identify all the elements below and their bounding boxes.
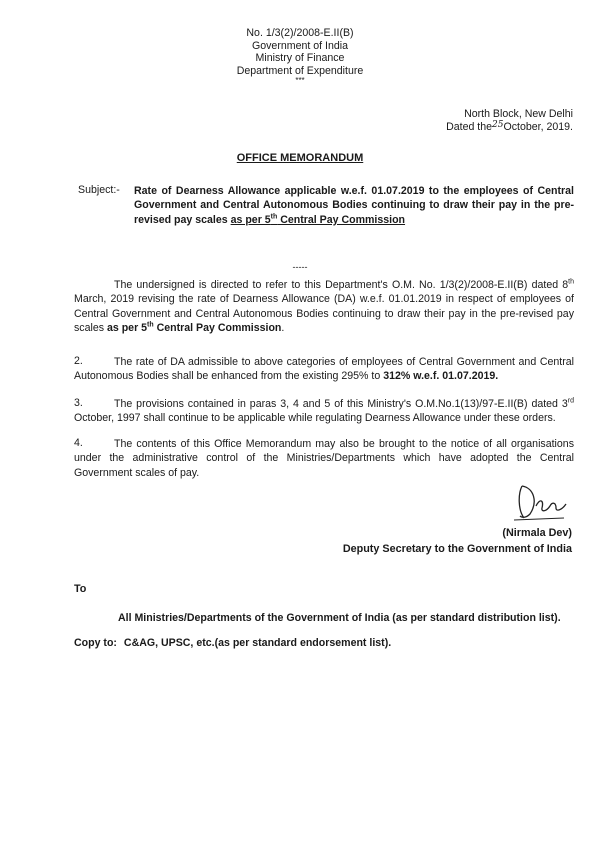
file-number: No. 1/3(2)/2008-E.II(B) [246, 27, 354, 39]
copy-to-label: Copy to: [74, 637, 117, 649]
letterhead [0, 27, 600, 85]
paragraph-4-number: 4. [74, 437, 83, 449]
subject-text: Rate of Dearness Allowance applicable w.e.f. 01.07.2019 to the employees of Central Government and Central Autonomous Bodies continuing to draw their pay in the pre-revised pay scales as per 5th Central Pay Commission [134, 185, 574, 226]
place-date [446, 108, 573, 135]
paragraph-2: The rate of DA admissible to above categories of employees of Central Government and Central Autonomous Bodies shall be enhanced from the existing 295% to 312% w.e.f. 01.07.2019. [74, 356, 574, 383]
department-line: Department of Expenditure [236, 64, 364, 77]
paragraph-1: The undersigned is directed to refer to this Department's O.M. No. 1/3(2)/2008-E.II(B) dated 8th March, 2019 revising the rate of Dearness Allowance (DA) w.e.f. 01.01.2019 in respect of employees of Central Government and Central Autonomous Bodies continuing to draw their pay in the pre-revised pay scales as per 5th Central Pay Commission. [74, 278, 574, 334]
subject-label: Subject:- [78, 184, 120, 196]
paragraph-3-number: 3. [74, 397, 83, 409]
subject-block [78, 184, 574, 227]
ministry-line: Ministry of Finance [255, 52, 345, 65]
paragraph-2-number: 2. [74, 355, 83, 367]
signatory-designation: Deputy Secretary to the Government of India [342, 543, 572, 555]
paragraph-3: The provisions contained in paras 3, 4 and 5 of this Ministry's O.M.No.1(13)/97-E.II(B) dated 3rd October, 1997 shall continue to be applicable while regulating Dearness Allowance under these orders. [74, 397, 574, 425]
copy-to [74, 637, 391, 649]
copy-to-text: C&AG, UPSC, etc.(as per standard endorsement list). [123, 637, 392, 649]
paragraph-4: The contents of this Office Memorandum may also be brought to the notice of all organisations under the administrative control of the Ministries/Departments which have adopted the Central Government scales of pay. [74, 438, 574, 479]
stars-line: *** [295, 76, 305, 86]
date-text: Dated the$^{25}$October, 2019. [446, 120, 573, 133]
signatory-name: (Nirmala Dev) [502, 527, 572, 539]
to-label: To [74, 583, 87, 595]
office-memorandum-title: OFFICE MEMORANDUM [236, 152, 364, 164]
separator-dashes: ----- [292, 262, 308, 272]
place-text: North Block, New Delhi [464, 108, 573, 120]
government-line: Government of India [252, 39, 348, 52]
signature-mark [508, 480, 570, 524]
date-day-handwritten: 25 [492, 120, 504, 130]
to-recipients: All Ministries/Departments of the Government of India (as per standard distribution list). [118, 612, 561, 624]
